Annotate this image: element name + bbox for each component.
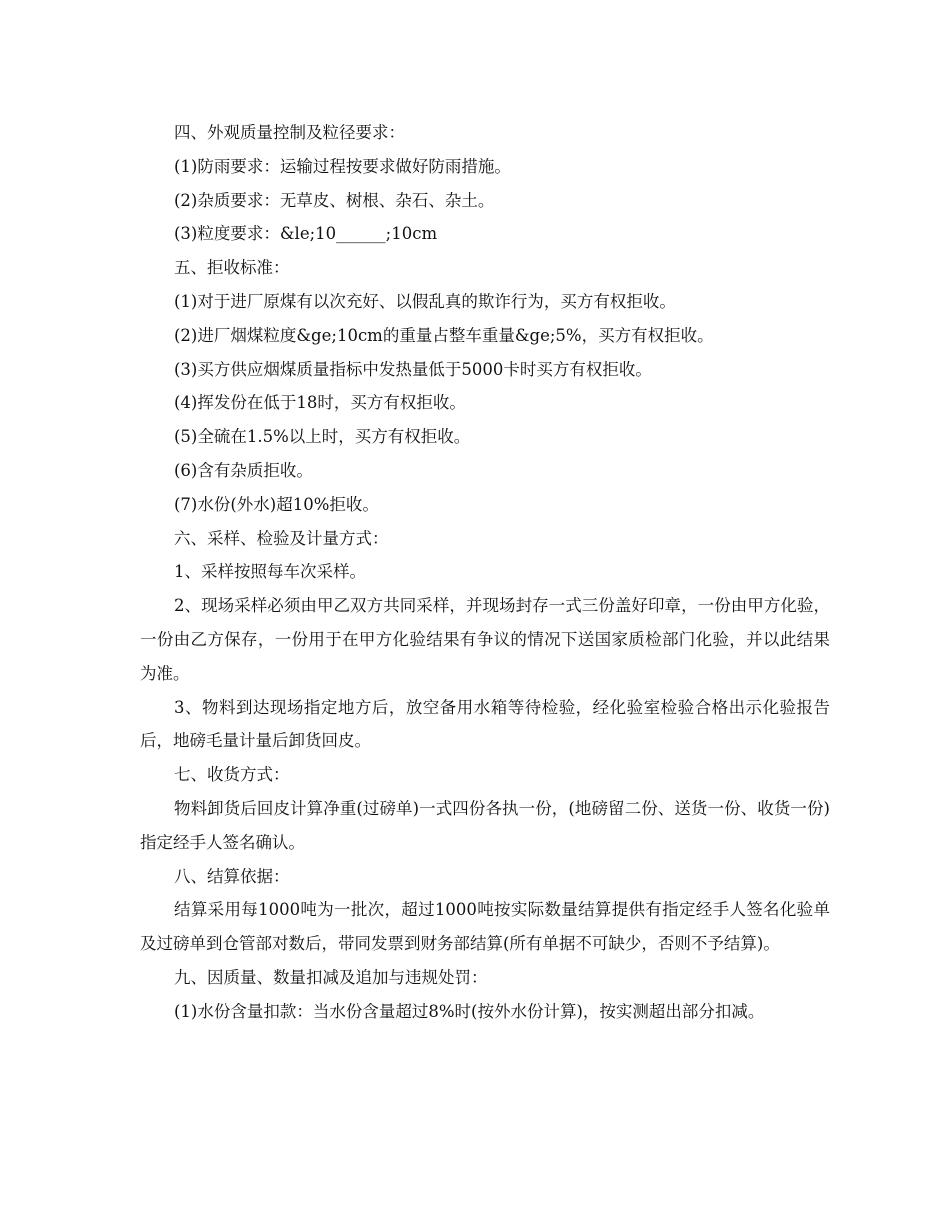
section-heading-4: 四、外观质量控制及粒径要求： (174, 123, 405, 142)
section-heading-6: 六、采样、检验及计量方式： (174, 528, 389, 548)
paragraph-reject-3: (3)买方供应烟煤质量指标中发热量低于5000卡时买方有权拒收。 (174, 359, 652, 379)
paragraph-reject-4: (4)挥发份在低于18时，买方有权拒收。 (174, 393, 466, 413)
paragraph-reject-2: (2)进厂烟煤粒度&ge;10cm的重量占整车重量&ge;5%，买方有权拒收。 (174, 325, 714, 345)
paragraph-impurity-requirement: (2)杂质要求：无草皮、树根、杂石、杂土。 (174, 190, 495, 210)
paragraph-sampling-1: 1、采样按照每车次采样。 (174, 562, 366, 582)
paragraph-reject-7: (7)水份(外水)超10%拒收。 (174, 494, 379, 514)
paragraph-sampling-3: 3、物料到达现场指定地方后，放空备用水箱等待检验，经化验室检验合格出示化验报告后，地磅毛量计量后卸货回皮。 (140, 697, 830, 751)
paragraph-reject-1: (1)对于进厂原煤有以次充好、以假乱真的欺诈行为，买方有权拒收。 (174, 291, 676, 311)
section-heading-5: 五、拒收标准： (174, 258, 290, 278)
document-body (140, 116, 830, 1029)
section-heading-8: 八、结算依据： (174, 866, 290, 886)
paragraph-reject-6: (6)含有杂质拒收。 (174, 460, 313, 480)
paragraph-moisture-deduction: (1)水份含量扣款：当水份含量超过8%时(按外水份计算)，按实测超出部分扣减。 (174, 1001, 765, 1021)
paragraph-receiving: 物料卸货后回皮计算净重(过磅单)一式四份各执一份，(地磅留二份、送货一份、收货一份)指定经手人签名确认。 (140, 798, 830, 852)
paragraph-reject-5: (5)全硫在1.5%以上时，买方有权拒收。 (174, 427, 471, 447)
paragraph-granularity-requirement: (3)粒度要求：&le;10______;10cm (174, 224, 438, 244)
paragraph-settlement: 结算采用每1000吨为一批次，超过1000吨按实际数量结算提供有指定经手人签名化验单及过磅单到仓管部对数后，带同发票到财务部结算(所有单据不可缺少，否则不予结算)。 (140, 900, 830, 954)
paragraph-sampling-2: 2、现场采样必须由甲乙双方共同采样，并现场封存一式三份盖好印章，一份由甲方化验，一份由乙方保存，一份用于在甲方化验结果有争议的情况下送国家质检部门化验，并以此结果为准。 (140, 596, 830, 683)
section-heading-9: 九、因质量、数量扣减及追加与违规处罚： (174, 967, 488, 987)
paragraph-rain-protection: (1)防雨要求：运输过程按要求做好防雨措施。 (174, 156, 511, 176)
section-heading-7: 七、收货方式： (174, 765, 290, 785)
